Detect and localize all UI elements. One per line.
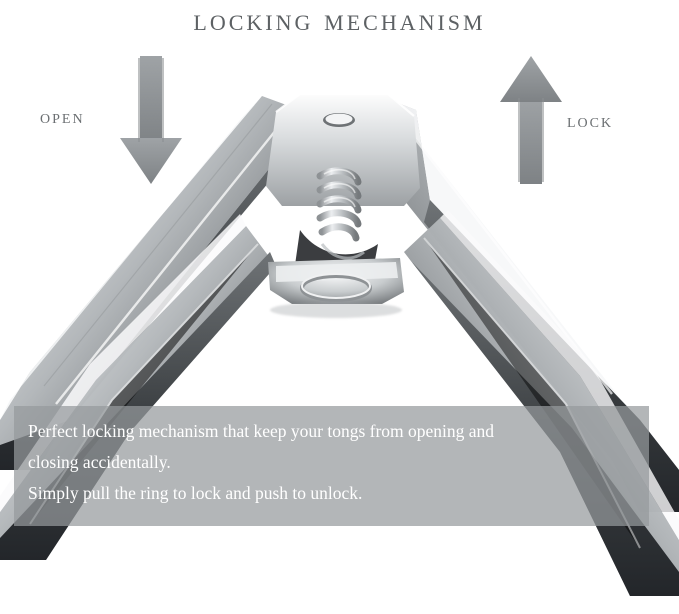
caption-overlay	[14, 406, 649, 526]
caption-line-1: Perfect locking mechanism that keep your tongs from opening and	[28, 421, 495, 441]
locking-ring	[268, 258, 404, 304]
caption-line-2: closing accidentally.	[28, 452, 171, 472]
label-lock: lock	[567, 110, 614, 132]
label-open: open	[40, 106, 85, 128]
up-arrow-icon	[492, 52, 570, 188]
down-arrow-icon	[112, 52, 190, 188]
page-title: locking mechanism	[193, 2, 486, 37]
caption-line-3: Simply pull the ring to lock and push to unlock.	[28, 483, 363, 503]
